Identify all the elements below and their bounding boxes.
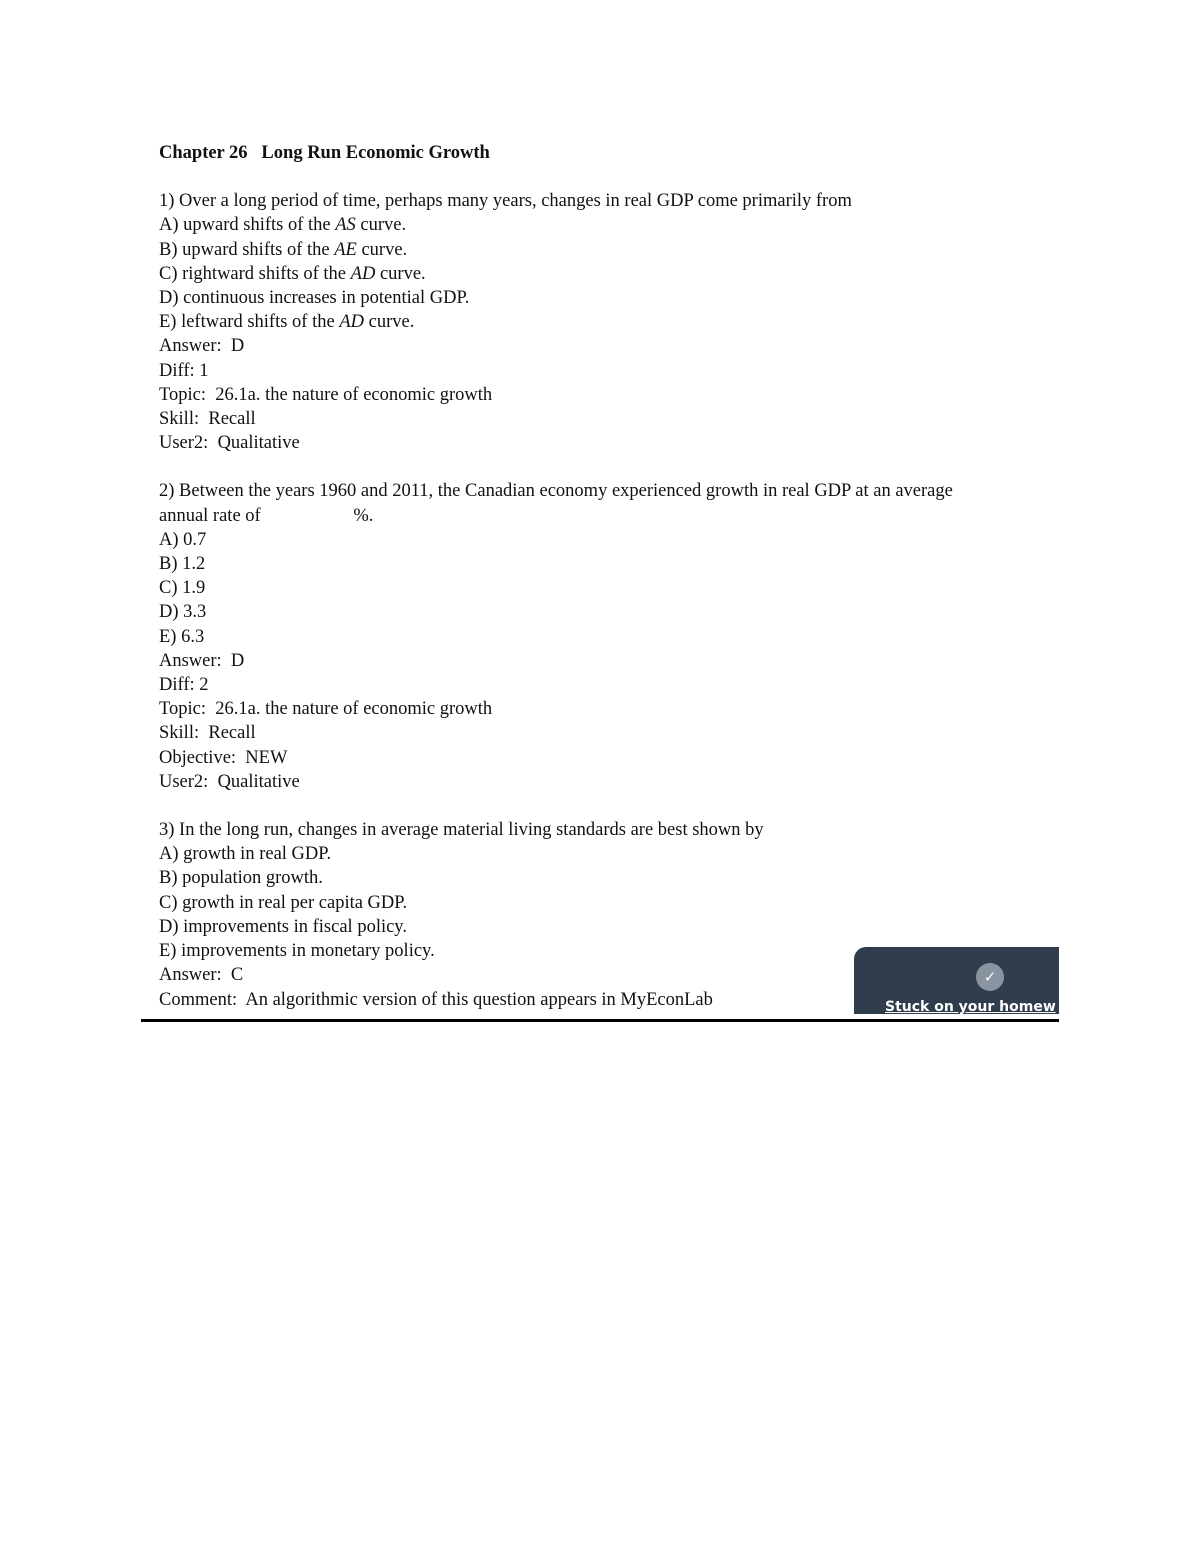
option-c: C) growth in real per capita GDP. [159,892,408,913]
topic-line: Topic: 26.1a. the nature of economic growth [159,699,493,720]
option-a: A) upward shifts of the AS curve. [159,215,407,236]
promo-link-text[interactable]: Stuck on your homew [885,999,1056,1015]
topic-line: Topic: 26.1a. the nature of economic growth [159,384,493,405]
option-d: D) continuous increases in potential GDP. [159,288,470,309]
chapter-title: Chapter 26 Long Run Economic Growth [159,143,490,163]
difficulty-line: Diff: 2 [159,675,209,696]
question-stem: 3) In the long run, changes in average material living standards are best shown by [159,820,764,841]
comment-line: Comment: An algorithmic version of this question appears in MyEconLab [159,989,713,1010]
option-e: E) 6.3 [159,626,205,647]
user2-line: User2: Qualitative [159,433,300,454]
question-stem: 2) Between the years 1960 and 2011, the Canadian economy experienced growth in real GDP at an average annual rate of %. [159,481,953,526]
objective-line: Objective: NEW [159,747,288,768]
question-stem: 1) Over a long period of time, perhaps many years, changes in real GDP come primarily from [159,191,852,212]
page-cut-divider [141,1019,1059,1022]
option-e: E) leftward shifts of the AD curve. [159,312,415,333]
question-1 [159,189,989,455]
document-content [159,141,989,1036]
option-d: D) 3.3 [159,602,207,623]
option-a: A) growth in real GDP. [159,844,332,865]
answer-line: Answer: C [159,965,244,986]
option-c: C) 1.9 [159,578,206,599]
check-badge-icon: ✓ [976,963,1004,991]
user2-line: User2: Qualitative [159,771,300,792]
answer-line: Answer: D [159,336,245,357]
option-d: D) improvements in fiscal policy. [159,916,407,937]
skill-line: Skill: Recall [159,409,256,430]
answer-line: Answer: D [159,650,245,671]
option-b: B) population growth. [159,868,323,889]
skill-line: Skill: Recall [159,723,256,744]
option-e: E) improvements in monetary policy. [159,941,435,962]
option-c: C) rightward shifts of the AD curve. [159,263,426,284]
option-b: B) upward shifts of the AE curve. [159,239,408,260]
question-2 [159,479,989,794]
option-a: A) 0.7 [159,529,207,550]
option-b: B) 1.2 [159,554,206,575]
difficulty-line: Diff: 1 [159,360,209,381]
